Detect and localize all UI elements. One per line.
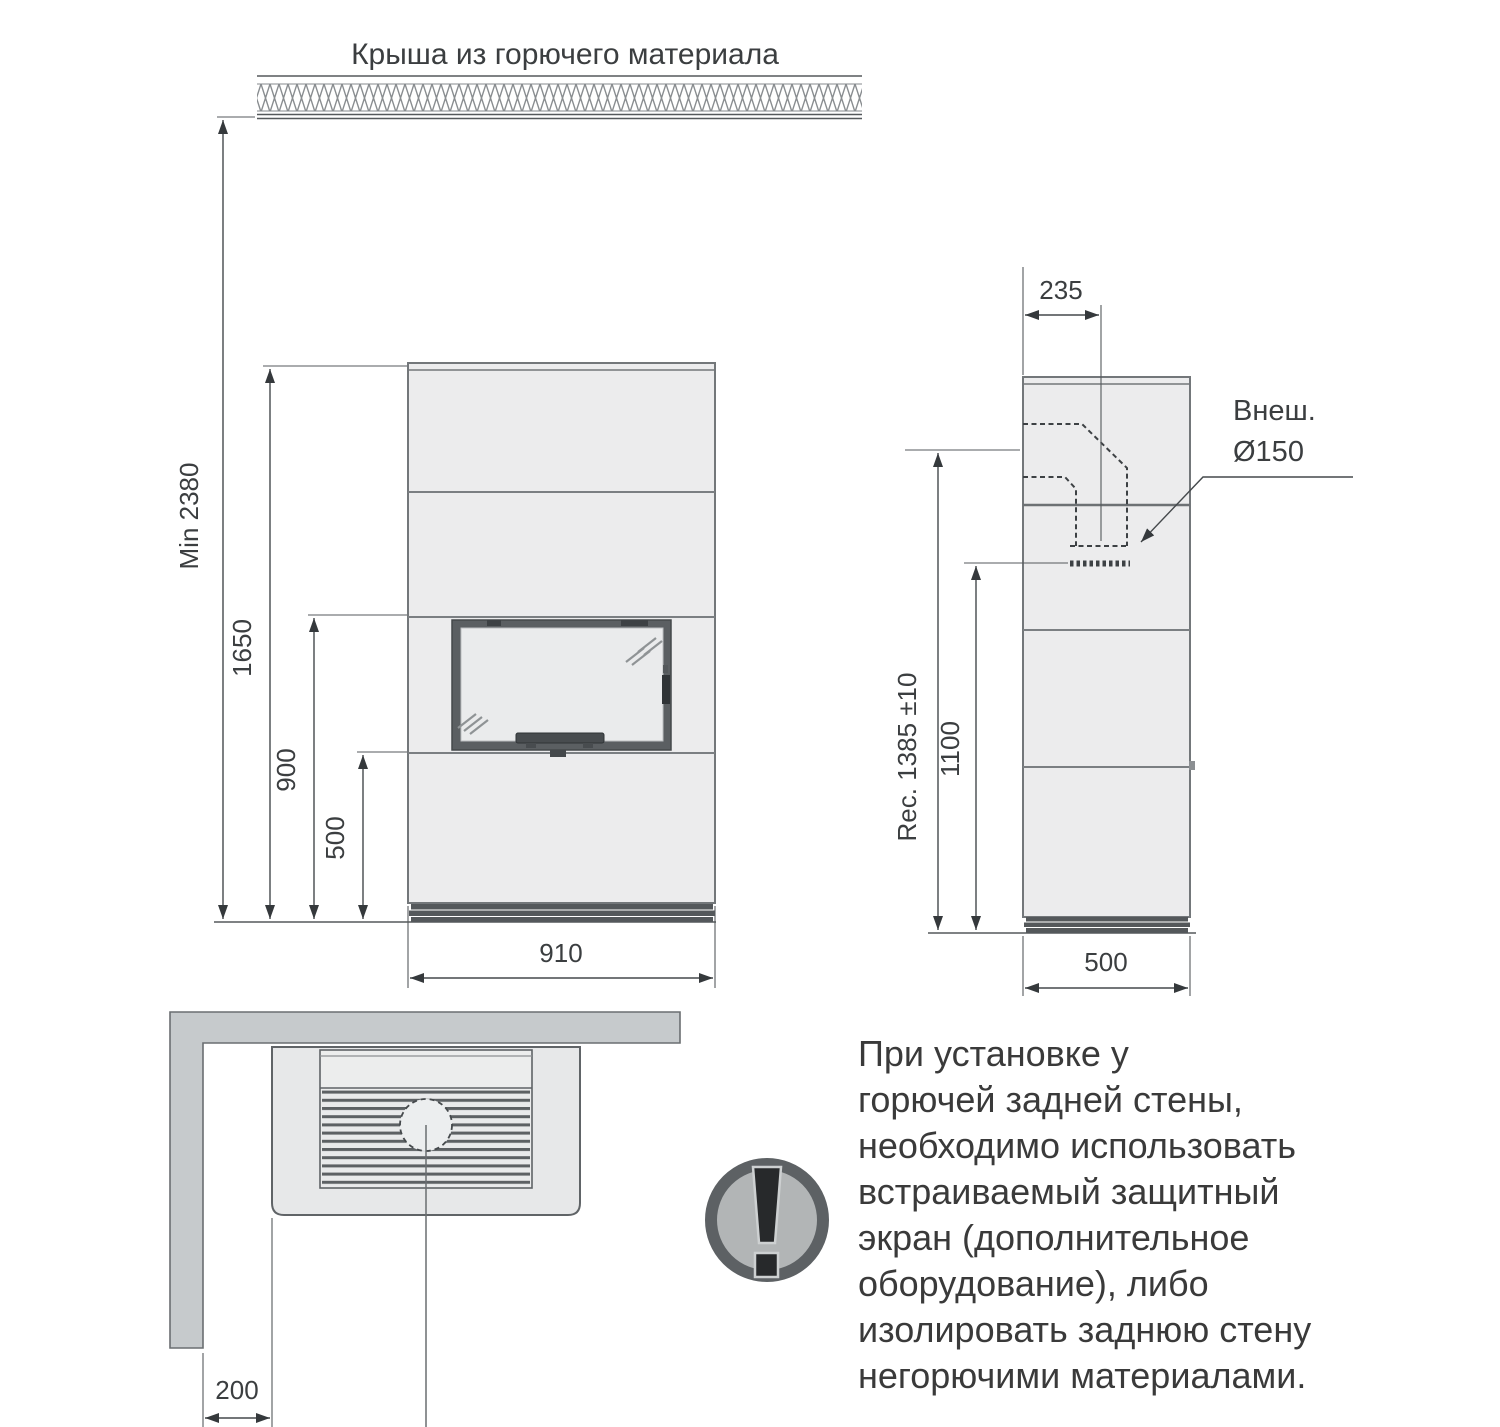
warning-line: встраиваемый защитный	[858, 1171, 1280, 1212]
exclamation-dot	[755, 1253, 778, 1277]
roof-title: Крыша из горючего материала	[351, 38, 779, 71]
front-view	[174, 117, 716, 988]
warning-line: оборудование), либо	[858, 1263, 1209, 1304]
side-view	[892, 267, 1353, 996]
handle-foot-left	[526, 743, 536, 748]
door-handle	[516, 733, 604, 743]
warning-block	[711, 1033, 1311, 1396]
side-body	[1023, 377, 1190, 917]
warning-line: При установке у	[858, 1033, 1129, 1074]
roof-section	[257, 38, 862, 119]
exclamation-bar	[753, 1167, 781, 1243]
side-hinge-nub	[1189, 761, 1195, 770]
dim-min-2380-label: Min 2380	[174, 462, 204, 570]
dim-910-label: 910	[539, 938, 583, 968]
handle-foot-right	[583, 743, 593, 748]
dim-rec-1385	[892, 450, 1020, 930]
warning-line: необходимо использовать	[858, 1125, 1296, 1166]
warning-text	[858, 1033, 1311, 1396]
dim-235-label: 235	[1039, 275, 1083, 305]
dim-900-label: 900	[271, 748, 301, 792]
dim-500-depth-label: 500	[1084, 947, 1128, 977]
dim-500-front	[320, 752, 407, 919]
roof-insulation-hatch	[257, 84, 862, 111]
dim-rec-1385-label: Rec. 1385 ±10	[892, 672, 922, 842]
door-hinge-pin	[663, 665, 668, 673]
front-plinth	[409, 904, 715, 923]
door-top-tab-right	[621, 620, 648, 626]
dim-235	[1023, 267, 1099, 375]
door-glass	[461, 628, 663, 741]
front-door	[452, 620, 671, 757]
flue-label-line2: Ø150	[1233, 436, 1304, 468]
flue-label-line1: Внеш.	[1233, 395, 1316, 427]
dim-1650-label: 1650	[227, 619, 257, 677]
top-view	[170, 1012, 680, 1427]
dim-500-depth	[1023, 936, 1190, 996]
warning-line: экран (дополнительное	[858, 1217, 1250, 1258]
door-latch	[662, 675, 670, 704]
dim-500-front-label: 500	[320, 816, 350, 860]
warning-line: негорючими материалами.	[858, 1355, 1307, 1396]
warning-line: изолировать заднюю стену	[858, 1309, 1312, 1350]
door-top-tab-left	[487, 620, 501, 626]
dim-1650	[227, 366, 407, 919]
side-plinth	[1024, 917, 1190, 933]
door-bottom-tab	[550, 750, 566, 757]
warning-line: горючей задней стены,	[858, 1079, 1243, 1120]
dim-1100-label: 1100	[935, 721, 965, 777]
dim-200	[203, 1218, 272, 1427]
dim-min-2380	[174, 117, 255, 919]
dim-900	[271, 615, 407, 919]
dim-200-label: 200	[215, 1375, 259, 1405]
